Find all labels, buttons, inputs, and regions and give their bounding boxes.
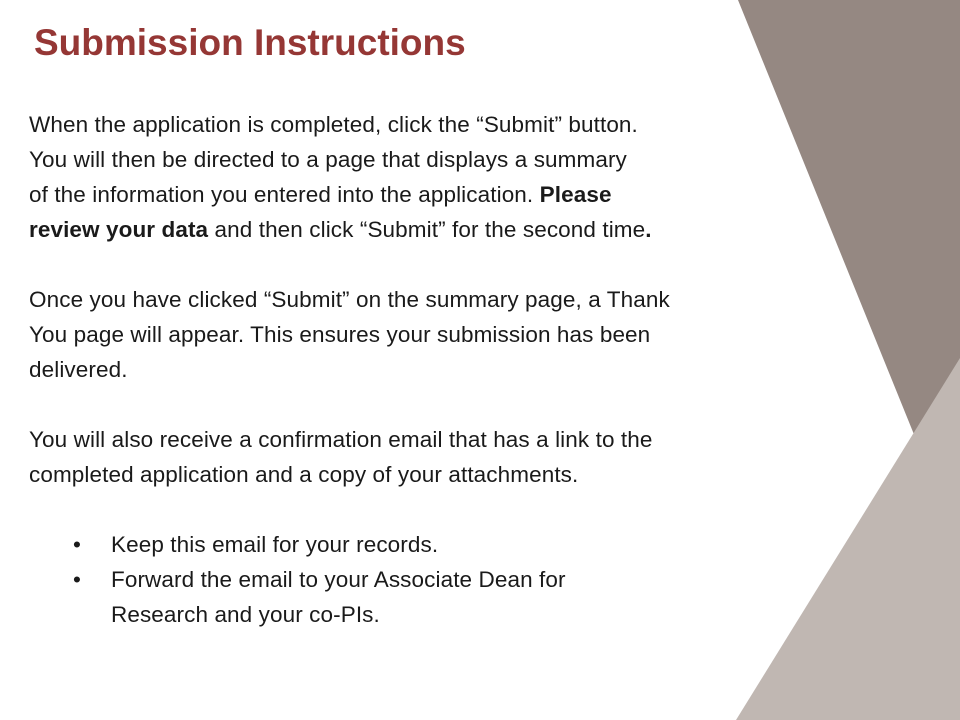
paragraph-thank-you-line-2: You page will appear. This ensures your submission has been bbox=[29, 322, 651, 347]
paragraph-thank-you-line-1: Once you have clicked “Submit” on the summary page, a Thank bbox=[29, 287, 670, 312]
bullet-text: Forward the email to your Associate Dean for bbox=[111, 567, 566, 592]
review-emphasis-start: Please bbox=[539, 182, 612, 207]
review-emphasis: review your data bbox=[29, 217, 209, 242]
paragraph-spacer bbox=[29, 247, 859, 282]
paragraph-spacer bbox=[29, 387, 859, 422]
paragraph-submit-period: . bbox=[645, 217, 652, 242]
paragraph-submit-line-2: You will then be directed to a page that displays a summary bbox=[29, 147, 627, 172]
bullet-marker: • bbox=[73, 567, 81, 592]
bullet-text-continued: Research and your co-PIs. bbox=[111, 602, 380, 627]
paragraph-submit bbox=[29, 107, 859, 247]
bullet-item-keep-email bbox=[29, 527, 859, 562]
paragraph-submit-line-4: and then click “Submit” for the second time bbox=[208, 217, 646, 242]
bullet-item-forward-email bbox=[29, 562, 859, 632]
paragraph-thank-you-line-3: delivered. bbox=[29, 357, 128, 382]
paragraph-confirmation bbox=[29, 422, 859, 492]
paragraph-spacer bbox=[29, 492, 859, 527]
paragraph-submit-line-3: of the information you entered into the application. bbox=[29, 182, 540, 207]
paragraph-thank-you bbox=[29, 282, 859, 387]
paragraph-confirmation-line-1: You will also receive a confirmation email that has a link to the bbox=[29, 427, 653, 452]
bullet-marker: • bbox=[73, 532, 81, 557]
instructions-body bbox=[29, 107, 859, 632]
page-title: Submission Instructions bbox=[34, 22, 466, 63]
paragraph-submit-line-1: When the application is completed, click the “Submit” button. bbox=[29, 112, 638, 137]
bullet-list bbox=[29, 527, 859, 632]
bullet-text: Keep this email for your records. bbox=[111, 532, 439, 557]
paragraph-confirmation-line-2: completed application and a copy of your attachments. bbox=[29, 462, 579, 487]
